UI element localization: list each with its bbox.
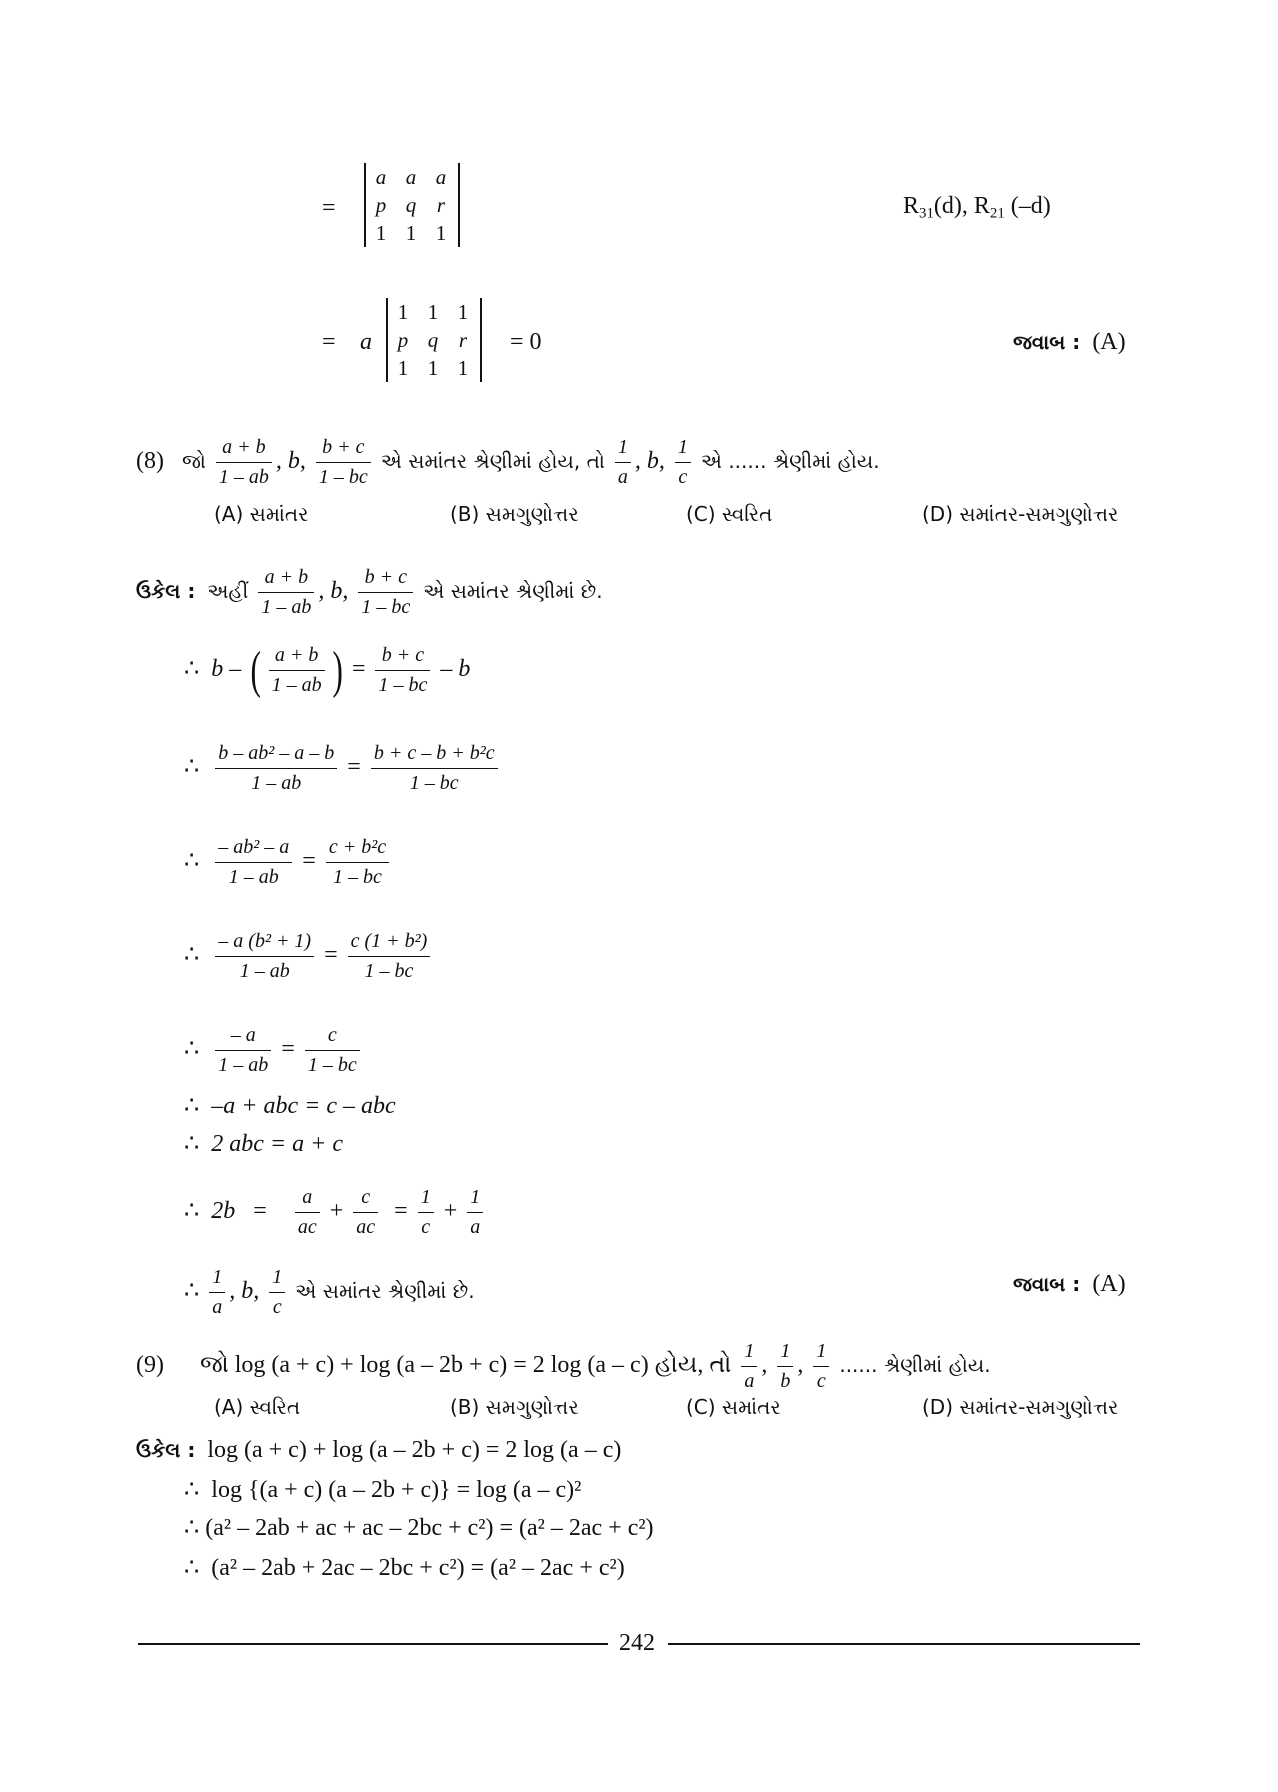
det2-cell: 1 bbox=[427, 299, 439, 324]
fraction: $\frac{b + c}{1 - bc}$ bbox=[316, 436, 371, 489]
q8-option-a: (A) સમાંતર bbox=[214, 502, 309, 526]
det1-cell: p bbox=[375, 192, 387, 217]
q9-number: (9) bbox=[136, 1352, 164, 1379]
fraction: $\frac{1}{a}$ bbox=[741, 1340, 757, 1393]
det2-cell: 1 bbox=[457, 355, 469, 380]
fraction: $\frac{\text{– a (b² + 1)}}{1 - ab}$ bbox=[215, 930, 314, 983]
answer-label: જવાબ : bbox=[1013, 1272, 1081, 1296]
fraction: $\frac{a + b}{1 - ab}$ bbox=[258, 566, 314, 619]
det2-cell: p bbox=[397, 327, 409, 352]
row-operations: $R_{31}(d)$, $R_{21}$ (–d) bbox=[903, 193, 1051, 222]
fraction: $\frac{b + c}{1 - bc}$ bbox=[375, 644, 430, 697]
det2-factor: a bbox=[360, 329, 372, 355]
det1-cell: 1 bbox=[435, 220, 447, 245]
q8-number: (8) bbox=[136, 448, 164, 475]
q8-option-b: (B) સમગુણોત્તર bbox=[450, 502, 579, 526]
det1-cell: 1 bbox=[405, 220, 417, 245]
fraction: $\frac{1}{c}$ bbox=[813, 1340, 829, 1393]
fraction: $\frac{1}{c}$ bbox=[675, 436, 691, 489]
q9-option-a: (A) સ્વરિત bbox=[214, 1395, 301, 1419]
det1-cell: a bbox=[375, 164, 387, 189]
fraction: $\frac{c}{ac}$ bbox=[353, 1186, 378, 1239]
det2-cell: q bbox=[427, 327, 439, 352]
solution-9-line-1: ઉકેલ : log (a + c) + log (a – 2b + c) = 2 log (a – c) bbox=[136, 1437, 622, 1463]
q8-option-c: (C) સ્વરિત bbox=[686, 502, 773, 526]
det1-cell: a bbox=[405, 164, 417, 189]
solution-label: ઉકેલ : bbox=[136, 1438, 196, 1462]
determinant-2 bbox=[386, 298, 482, 382]
fraction: $\frac{\text{– ab² – a}}{1 - ab}$ bbox=[215, 836, 292, 889]
det2-cell: 1 bbox=[427, 355, 439, 380]
fraction: $\frac{1}{c}$ bbox=[418, 1186, 434, 1239]
answer-1: જવાબ : (A) bbox=[1013, 329, 1126, 355]
determinant-1 bbox=[364, 163, 460, 247]
fraction: $\frac{\text{c (1 + b²)}}{1 - bc}$ bbox=[348, 930, 431, 983]
solution-8-intro: ઉકેલ : અહીં $\frac{a + b}{1 - ab}$ , b, $\frac{b + c}{1 - bc}$ એ સમાંતર શ્રેણીમાં છે. bbox=[136, 566, 603, 618]
det1-cell: 1 bbox=[375, 220, 387, 245]
fraction: $\frac{\text{b – ab² – a – b}}{1 - ab}$ bbox=[215, 742, 337, 795]
det2-equals: = bbox=[322, 329, 336, 355]
sol8-step-9: ∴ $\frac{1}{a}$ , b, $\frac{1}{c}$ એ સમાંતર શ્રેણીમાં છે. bbox=[184, 1266, 475, 1318]
fraction: $\frac{a + b}{1 - ab}$ bbox=[216, 436, 272, 489]
q9-option-c: (C) સમાંતર bbox=[686, 1395, 781, 1419]
answer-label: જવાબ : bbox=[1013, 330, 1081, 354]
sol8-step-7: ∴ 2 abc = a + c bbox=[184, 1131, 343, 1157]
fraction: $\frac{c}{1 - bc}$ bbox=[305, 1024, 360, 1077]
solution-9-line-3: ∴ (a² – 2ab + ac + ac – 2bc + c²) = (a² – 2ac + c²) bbox=[184, 1515, 654, 1541]
question-9: (9) જો log (a + c) + log (a – 2b + c) = 2 log (a – c) હોય, તો $\frac{1}{a}$ , $\frac{1}{b}$ , $\frac{1}{c}$ ...... શ્રેણીમાં હોય. bbox=[136, 1340, 991, 1392]
fraction: $\frac{a}{ac}$ bbox=[295, 1186, 320, 1239]
det1-cell: r bbox=[436, 192, 446, 217]
fraction: $\frac{\text{c + b²c}}{1 - bc}$ bbox=[326, 836, 389, 889]
fraction: $\frac{a + b}{1 - ab}$ bbox=[269, 644, 325, 697]
sol8-step-6: ∴ –a + abc = c – abc bbox=[184, 1093, 396, 1119]
q9-option-d: (D) સમાંતર-સમગુણોત્તર bbox=[922, 1395, 1119, 1419]
fraction: $\frac{1}{a}$ bbox=[467, 1186, 483, 1239]
q9-option-b: (B) સમગુણોત્તર bbox=[450, 1395, 579, 1419]
fraction: $\frac{- a}{1 - ab}$ bbox=[215, 1024, 271, 1077]
sol8-step-3: ∴ $\frac{\text{– ab² – a}}{1 - ab}$ = $\frac{\text{c + b²c}}{1 - bc}$ bbox=[184, 836, 393, 889]
sol8-step-4: ∴ $\frac{\text{– a (b² + 1)}}{1 - ab}$ = $\frac{\text{c (1 + b²)}}{1 - bc}$ bbox=[184, 930, 434, 983]
page-number: 242 bbox=[619, 1630, 655, 1656]
det1-cell: q bbox=[405, 192, 417, 217]
sol8-step-1: ∴ b – ( $\frac{a + b}{1 - ab}$ ) = $\frac{b + c}{1 - bc}$ – b bbox=[184, 641, 471, 699]
q8-option-d: (D) સમાંતર-સમગુણોત્તર bbox=[922, 502, 1119, 526]
det1-cell: a bbox=[435, 164, 447, 189]
footer-rule-right bbox=[668, 1643, 1140, 1645]
answer-2: જવાબ : (A) bbox=[1013, 1271, 1126, 1297]
sol8-step-8: ∴ 2b = $\frac{a}{ac}$ + $\frac{c}{ac}$ = $\frac{1}{c}$ + $\frac{1}{a}$ bbox=[184, 1186, 487, 1239]
fraction: $\frac{1}{b}$ bbox=[777, 1340, 793, 1393]
question-8: (8) જો $\frac{a + b}{1 - ab}$ , b, $\frac{b + c}{1 - bc}$ એ સમાંતર શ્રેણીમાં હોય, તો $\frac{1}{a}$ , b, $\frac{1}{c}$ એ ...... શ્રેણીમાં હોય. bbox=[136, 436, 880, 488]
solution-9-line-2: ∴ log {(a + c) (a – 2b + c)} = log (a – c)² bbox=[184, 1477, 582, 1503]
det2-cell: 1 bbox=[397, 355, 409, 380]
solution-label: ઉકેલ : bbox=[136, 579, 196, 604]
det2-cell: 1 bbox=[397, 299, 409, 324]
footer-rule-left bbox=[138, 1643, 608, 1645]
det2-cell: 1 bbox=[457, 299, 469, 324]
fraction: $\frac{\text{b + c – b + b²c}}{1 - bc}$ bbox=[371, 742, 498, 795]
det2-cell: r bbox=[458, 327, 468, 352]
det2-result: = 0 bbox=[510, 329, 542, 355]
sol8-step-2: ∴ $\frac{\text{b – ab² – a – b}}{1 - ab}$ = $\frac{\text{b + c – b + b²c}}{1 - bc}$ bbox=[184, 742, 502, 795]
fraction: $\frac{b + c}{1 - bc}$ bbox=[358, 566, 413, 619]
sol8-step-5: ∴ $\frac{- a}{1 - ab}$ = $\frac{c}{1 - bc}$ bbox=[184, 1024, 364, 1077]
fraction: $\frac{1}{c}$ bbox=[269, 1266, 285, 1319]
solution-9-line-4: ∴ (a² – 2ab + 2ac – 2bc + c²) = (a² – 2ac + c²) bbox=[184, 1555, 625, 1581]
fraction: $\frac{1}{a}$ bbox=[615, 436, 631, 489]
fraction: $\frac{1}{a}$ bbox=[209, 1266, 225, 1319]
q9-text: જો log (a + c) + log (a – 2b + c) = 2 log (a – c) હોય, તો bbox=[199, 1352, 732, 1379]
det1-equals: = bbox=[322, 195, 336, 221]
